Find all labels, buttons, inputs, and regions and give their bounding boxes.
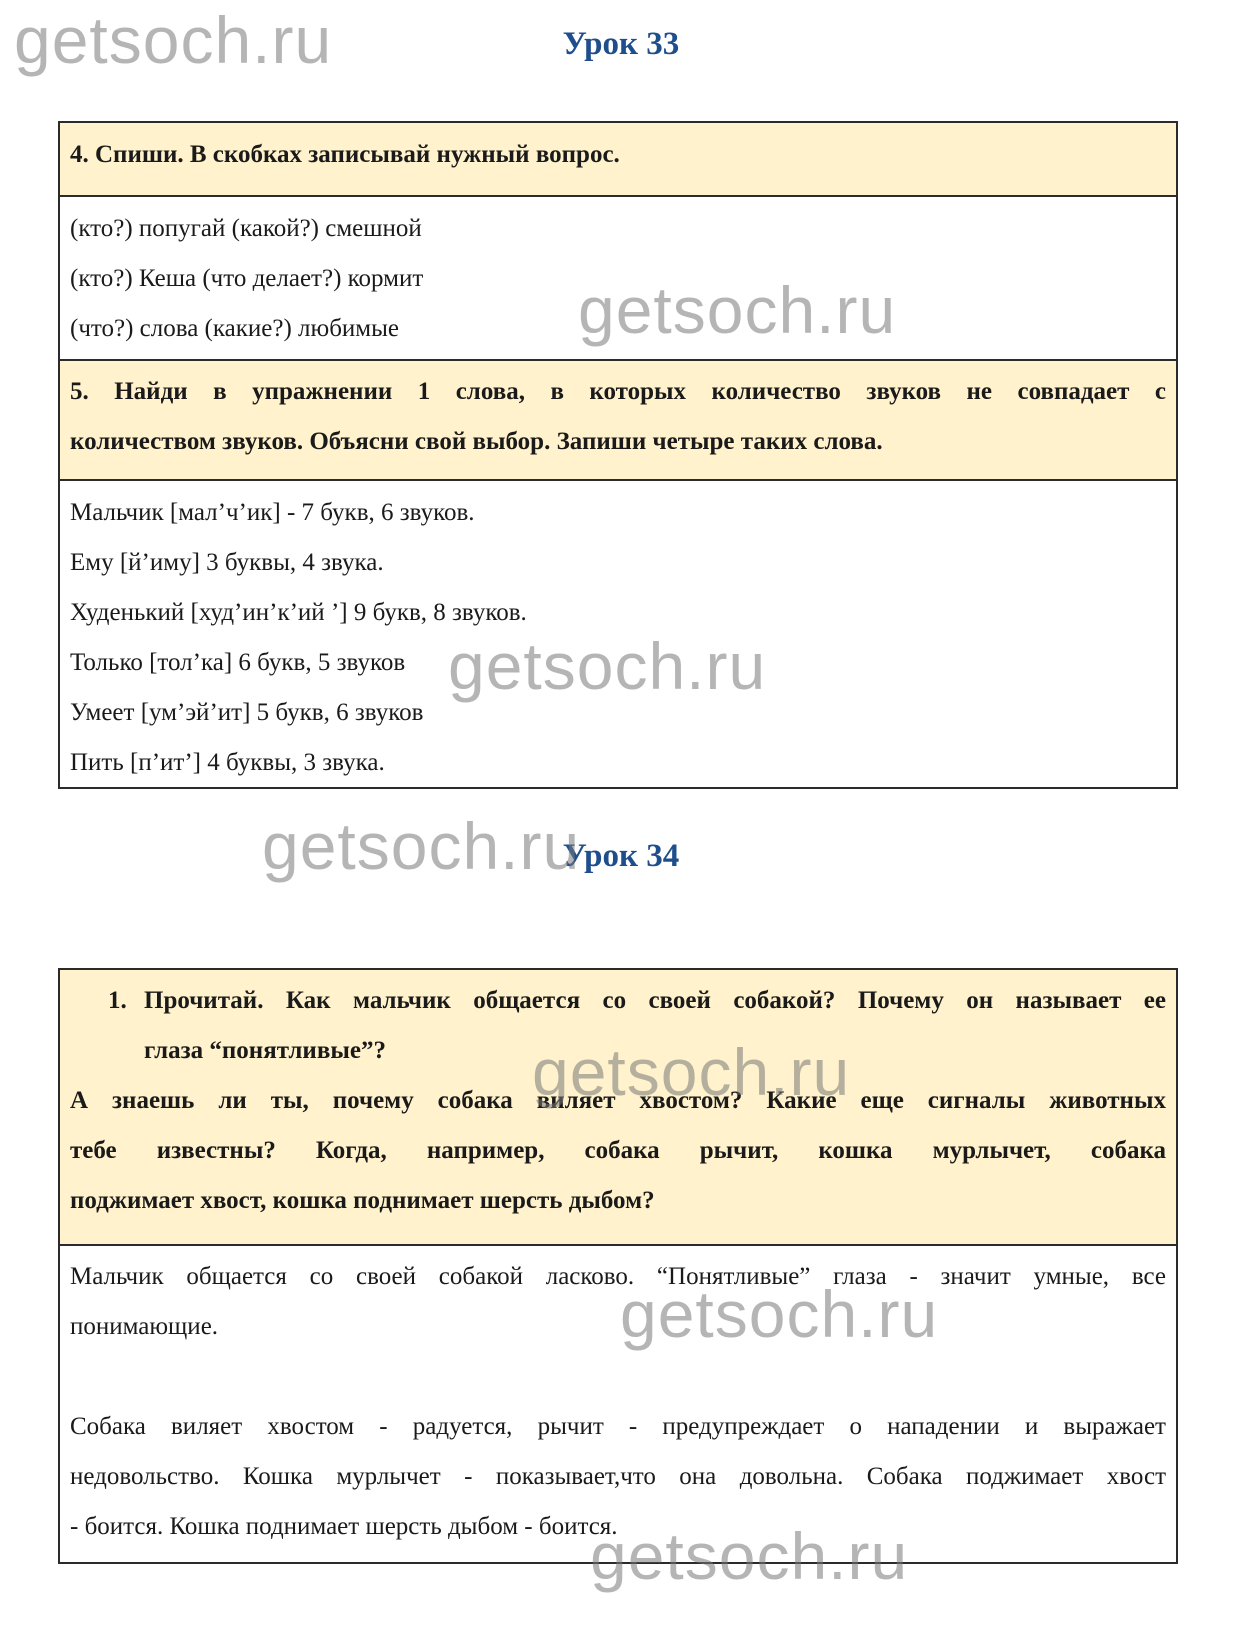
answer-line: Мальчик [мал’ч’ик] - 7 букв, 6 звуков. [70, 499, 475, 526]
question-number: 1. [108, 987, 127, 1014]
task-1-answer [60, 1244, 1176, 1562]
lesson-34-table [58, 968, 1178, 1564]
answer-line: - боится. Кошка поднимает шерсть дыбом - боится. [70, 1513, 618, 1540]
numbered-question [70, 976, 1166, 1076]
question-line: глаза “понятливые”? [144, 1037, 386, 1064]
question-line: количеством звуков. Объясни свой выбор. Запиши четыре таких слова. [70, 428, 883, 455]
answer-line: недовольство. Кошка мурлычет - показывает,что она довольна. Собака поджимает хвост [70, 1463, 1166, 1490]
question-line: тебе известны? Когда, например, собака рычит, кошка мурлычет, собака [70, 1137, 1166, 1164]
answer-line: Умеет [ум’эй’ит] 5 букв, 6 звуков [70, 699, 424, 726]
answer-line: Собака виляет хвостом - радуется, рычит - предупреждает о нападении и выражает [70, 1413, 1166, 1440]
answer-line: (кто?) Кеша (что делает?) кормит [70, 265, 424, 292]
watermark: getsoch.ru [590, 1519, 909, 1593]
lesson-33-table [58, 121, 1178, 789]
question-line: 5. Найди в упражнении 1 слова, в которых количество звуков не совпадает с [70, 378, 1166, 405]
blank-line [70, 1352, 1166, 1402]
answer-line: Только [тол’ка] 6 букв, 5 звуков [70, 649, 406, 676]
watermark: getsoch.ru [14, 3, 333, 77]
question-line: Прочитай. Как мальчик общается со своей собакой? Почему он называет ее [144, 987, 1166, 1014]
question-line: А знаешь ли ты, почему собака виляет хвостом? Какие еще сигналы животных [70, 1087, 1166, 1114]
answer-line: (кто?) попугай (какой?) смешной [70, 215, 422, 242]
answer-line: Худенький [худ’ин’к’ий ’] 9 букв, 8 звуков. [70, 599, 527, 626]
watermark: getsoch.ru [578, 273, 897, 347]
question-line: поджимает хвост, кошка поднимает шерсть дыбом? [70, 1187, 655, 1214]
lesson-34-title: Урок 34 [562, 838, 680, 874]
answer-line: (что?) слова (какие?) любимые [70, 315, 400, 342]
task-5-question [60, 359, 1176, 479]
task-1-question [60, 970, 1176, 1244]
watermark: getsoch.ru [532, 1035, 851, 1109]
task-4-question-text: 4. Спиши. В скобках записывай нужный вопрос. [70, 141, 620, 168]
answer-line: Пить [п’ит’] 4 буквы, 3 звука. [70, 749, 385, 776]
watermark: getsoch.ru [448, 629, 767, 703]
answer-line: Мальчик общается со своей собакой ласково. “Понятливые” глаза - значит умные, все [70, 1263, 1166, 1290]
lesson-33-title: Урок 33 [562, 26, 680, 62]
watermark: getsoch.ru [620, 1277, 939, 1351]
answer-line: Ему [й’иму] 3 буквы, 4 звука. [70, 549, 384, 576]
task-4-answer [60, 195, 1176, 359]
task-4-question [60, 123, 1176, 195]
answer-line: понимающие. [70, 1313, 219, 1340]
task-5-answer [60, 479, 1176, 787]
watermark: getsoch.ru [262, 809, 581, 883]
